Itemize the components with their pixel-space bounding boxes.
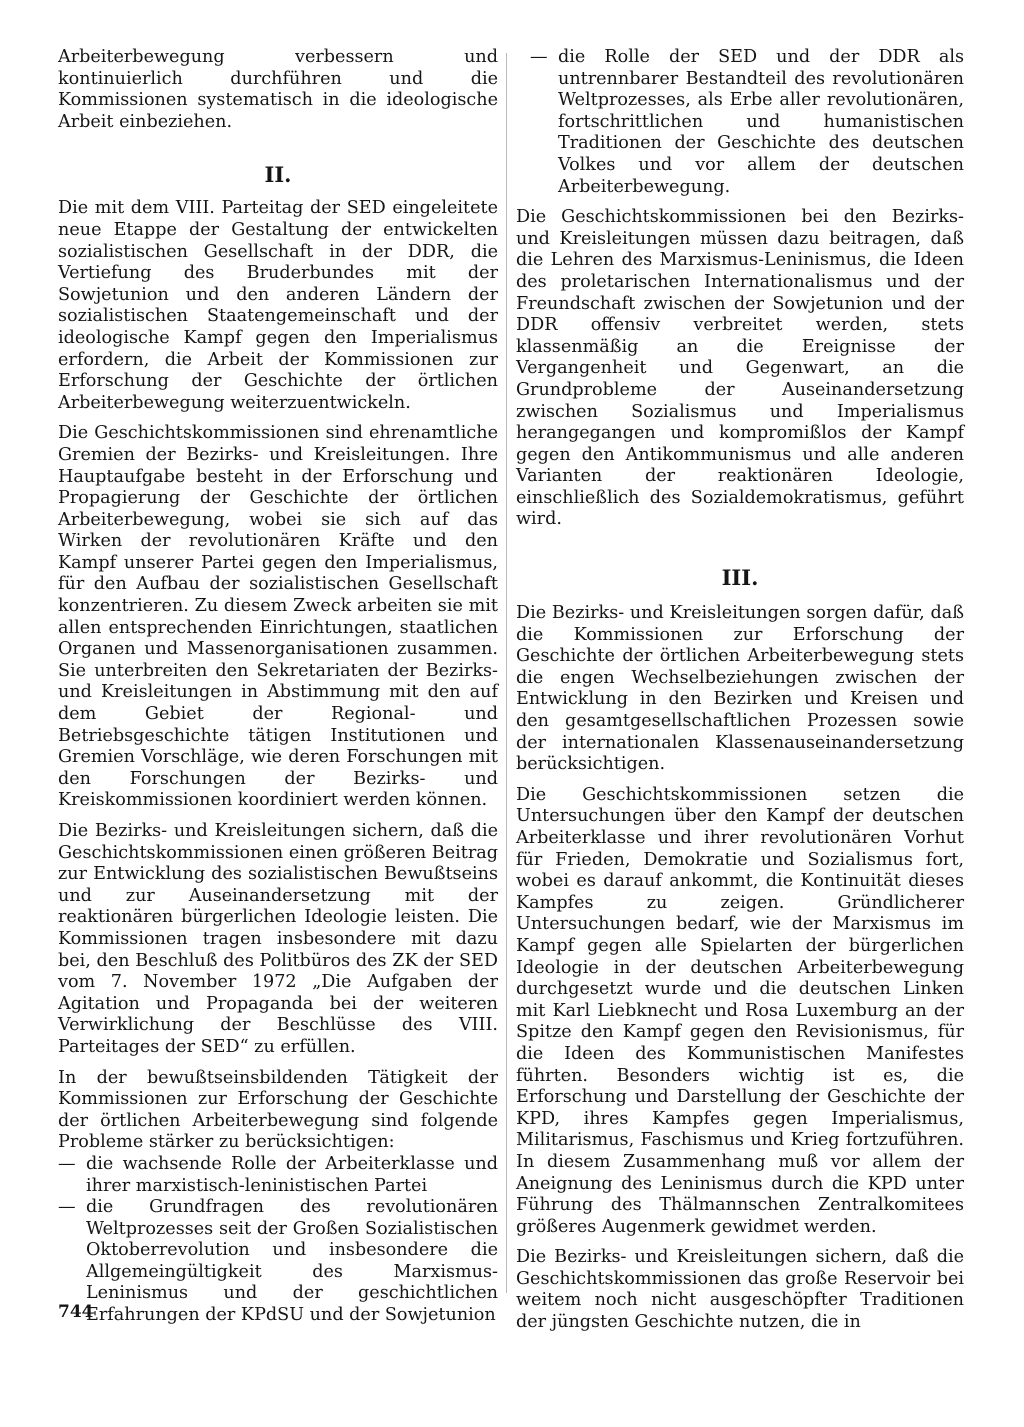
dash-list bbox=[58, 1154, 498, 1327]
paragraph: In der bewußtseinsbildenden Tätigkeit der Kommissionen zur Erforschung der Geschichte der örtlichen Arbeiterbewegung sind folgende Probleme stärker zu berücksichtigen: bbox=[58, 1067, 498, 1153]
section-heading-iii: III. bbox=[721, 565, 759, 591]
dash-bullet-icon: — bbox=[58, 1153, 76, 1174]
intro-paragraph: Arbeiterbewegung verbessern und kontinuierlich durchführen und die Kommissionen systematisch in die ideologische Arbeit einbeziehen. bbox=[58, 47, 498, 132]
right-column bbox=[516, 47, 964, 1334]
dash-list bbox=[516, 47, 964, 198]
list-item bbox=[58, 1197, 498, 1327]
paragraph: Die Bezirks- und Kreisleitungen sichern, daß die Geschichtskommissionen einen größeren Beitrag zur Entwicklung des sozialistischen Bewußtseins und zur Auseinandersetzung mit der reaktionären bürgerlichen Ideologie leisten. Die Kommissionen tragen insbesondere mit dazu bei, den Beschluß des Politbüros des ZK der SED vom 7. November 1972 „Die Aufgaben der Agitation und Propaganda bei der weiteren Verwirklichung der Beschlüsse des VIII. Parteitages der SED“ zu erfüllen. bbox=[58, 821, 498, 1057]
paragraph: Die Geschichtskommissionen setzen die Untersuchungen über den Kampf der deutschen Arbeiterklasse und ihrer revolutionären Vorhut für Frieden, Demokratie und Sozialismus fort, wobei es darauf ankommt, die Kontinuität dieses Kampfes zu zeigen. Gründlicherer Untersuchungen bedarf, wie der Marxismus im Kampf gegen alle Spielarten der bürgerlichen Ideologie in der deutschen Arbeiterbewegung durchgesetzt wurde und die deutschen Linken mit Karl Liebknecht und Rosa Luxemburg an der Spitze den Kampf gegen den Revisionismus, für die Ideen des Kommunistischen Manifestes führten. Besonders wichtig ist es, die Erforschung und Darstellung der Geschichte der KPD, ihres Kampfes gegen Imperialismus, Militarismus, Faschismus und Krieg fortzuführen. In diesem Zusammenhang muß vor allem der Aneignung des Leninismus durch die KPD unter Führung des Thälmannschen Zentralkomitees größeres Augenmerk gewidmet werden. bbox=[516, 784, 964, 1237]
paragraph: Die mit dem VIII. Parteitag der SED eingeleitete neue Etappe der Gestaltung der entwickelten sozialistischen Gesellschaft in der DDR, die Vertiefung des Bruderbundes mit der Sowjetunion und den anderen Ländern der sozialistischen Staatengemeinschaft und der ideologische Kampf gegen den Imperialismus erfordern, die Arbeit der Kommissionen zur Erforschung der Geschichte der örtlichen Arbeiterbewegung weiterzuentwickeln. bbox=[58, 198, 498, 413]
list-item bbox=[516, 47, 964, 198]
left-column bbox=[58, 47, 498, 1327]
paragraph: Die Geschichtskommissionen bei den Bezirks- und Kreisleitungen müssen dazu beitragen, daß die Lehren des Marxismus-Leninismus, die Ideen des proletarischen Internationalismus und der Freundschaft zwischen der Sowjetunion und der DDR offensiv verbreitet werden, stets klassenmäßig an die Ereignisse der Vergangenheit und Gegenwart, an die Grundprobleme der Auseinandersetzung zwischen Sozialismus und Imperialismus herangegangen und kompromißlos der Kampf gegen den Antikommunismus und alle anderen Varianten der reaktionären Ideologie, einschließlich des Sozialdemokratismus, geführt wird. bbox=[516, 207, 964, 530]
column-divider bbox=[506, 53, 507, 1293]
list-item-text: die Rolle der SED und der DDR als untrennbarer Bestandteil des revolutionären Weltprozesses, als Erbe aller revolutionären, fortschrittlichen und humanistischen Traditionen der Geschichte des deutschen Volkes und vor allem der deutschen Arbeiterbewegung. bbox=[558, 47, 964, 197]
paragraph: Die Bezirks- und Kreisleitungen sichern, daß die Geschichtskommissionen das große Reservoir bei weitem noch nicht ausgeschöpfter Traditionen der jüngsten Geschichte nutzen, die in bbox=[516, 1247, 964, 1333]
paragraph: Die Bezirks- und Kreisleitungen sorgen dafür, daß die Kommissionen zur Erforschung der Geschichte der örtlichen Arbeiterbewegung stets die engen Wechselbeziehungen zwischen der Entwicklung in den Bezirken und Kreisen und den gesamtgesellschaftlichen Prozessen sowie der internationalen Klassenauseinandersetzung berücksichtigen. bbox=[516, 603, 964, 775]
list-item bbox=[58, 1154, 498, 1197]
dash-bullet-icon: — bbox=[58, 1197, 76, 1218]
page-number: 744 bbox=[58, 1302, 94, 1322]
dash-bullet-icon: — bbox=[530, 47, 548, 67]
list-item-text: die wachsende Rolle der Arbeiterklasse und ihrer marxistisch-leninistischen Partei bbox=[86, 1153, 498, 1196]
paragraph: Die Geschichtskommissionen sind ehrenamtliche Gremien der Bezirks- und Kreisleitungen. Ihre Hauptaufgabe besteht in der Erforschung und Propagierung der Geschichte der örtlichen Arbeiterbewegung, wobei sie sich auf das Wirken der revolutionären Kräfte und den Kampf unserer Partei gegen den Imperialismus, für den Aufbau der sozialistischen Gesellschaft konzentrieren. Zu diesem Zweck arbeiten sie mit allen entsprechenden Einrichtungen, staatlichen Organen und Massenorganisationen zusammen. Sie unterbreiten den Sekretariaten der Bezirks- und Kreisleitungen in Abstimmung mit den auf dem Gebiet der Regional- und Betriebsgeschichte tätigen Institutionen und Gremien Vorschläge, wie deren Forschungen mit den Forschungen der Bezirks- und Kreiskommissionen koordiniert werden können. bbox=[58, 423, 498, 811]
list-item-text: die Grundfragen des revolutionären Weltprozesses seit der Großen Sozialistischen Oktoberrevolution und insbesondere die Allgemeingültigkeit des Marxismus-Leninismus und der geschichtlichen Erfahrungen der KPdSU und der Sowjetunion bbox=[86, 1197, 498, 1326]
section-heading-ii: II. bbox=[264, 162, 292, 188]
